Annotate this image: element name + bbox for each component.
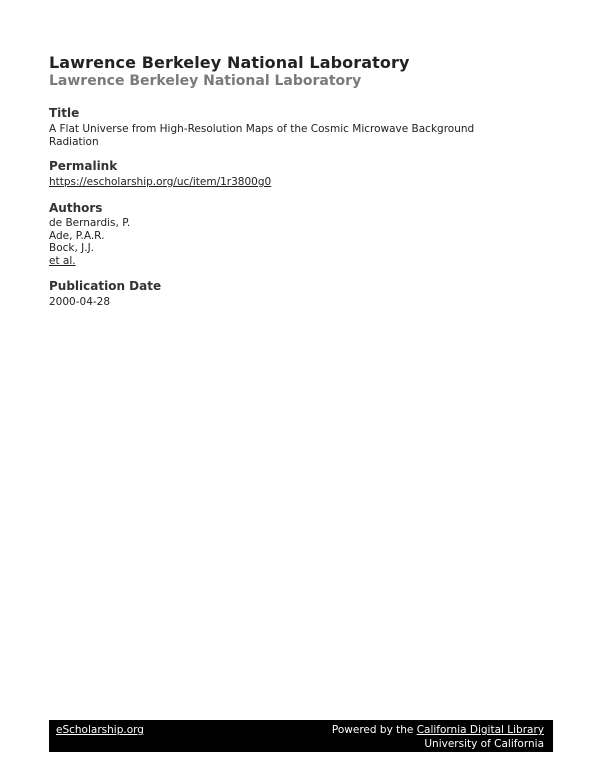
institution-title: Lawrence Berkeley National Laboratory xyxy=(49,53,410,72)
publication-date: 2000-04-28 xyxy=(49,296,111,308)
paper-title xyxy=(49,123,474,148)
author-item: Ade, P.A.R. xyxy=(49,229,105,242)
footer-bar xyxy=(49,720,553,752)
permalink-row xyxy=(49,176,271,189)
publication-date-heading: Publication Date xyxy=(49,279,162,293)
institution-subtitle: Lawrence Berkeley National Laboratory xyxy=(49,73,362,89)
paper-title-line-2: Radiation xyxy=(49,135,99,148)
footer-right xyxy=(332,724,544,751)
title-heading: Title xyxy=(49,106,80,120)
paper-title-line-1: A Flat Universe from High-Resolution Maps of the Cosmic Microwave Background xyxy=(49,123,475,135)
permalink-heading: Permalink xyxy=(49,159,118,173)
powered-by-line xyxy=(332,724,544,738)
university-name: University of California xyxy=(424,737,544,750)
author-item: Bock, J.J. xyxy=(49,242,95,254)
author-item: de Bernardis, P. xyxy=(49,217,131,229)
permalink-link[interactable]: https://escholarship.org/uc/item/1r3800g0 xyxy=(49,176,272,188)
authors-list xyxy=(49,217,130,267)
footer-left xyxy=(56,724,144,736)
more-authors-link[interactable]: et al. xyxy=(49,254,76,267)
cdl-link[interactable]: California Digital Library xyxy=(416,724,544,736)
authors-heading: Authors xyxy=(49,201,103,215)
escholarship-link[interactable]: eScholarship.org xyxy=(56,724,144,736)
powered-by-text: Powered by the xyxy=(331,724,417,736)
